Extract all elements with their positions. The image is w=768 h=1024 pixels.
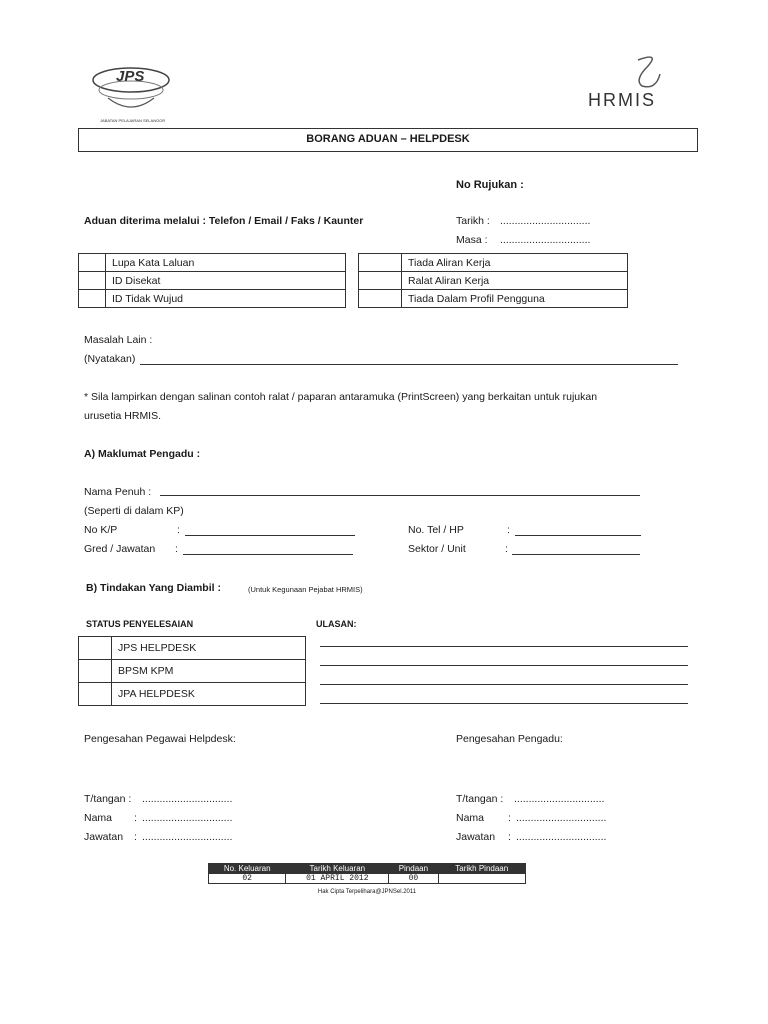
issues-left-table bbox=[78, 253, 346, 308]
issue-label: ID Tidak Wujud bbox=[106, 290, 346, 308]
remarks-header: ULASAN: bbox=[316, 619, 357, 629]
officer-name-label: Nama bbox=[84, 812, 113, 824]
status-row[interactable] bbox=[79, 637, 306, 660]
complainant-position-field[interactable]: ............................... bbox=[516, 831, 607, 843]
issue-label: Lupa Kata Laluan bbox=[106, 254, 346, 272]
complainant-signature-label: T/tangan : bbox=[456, 793, 504, 805]
form-title: BORANG ADUAN – HELPDESK bbox=[306, 133, 470, 145]
status-row[interactable] bbox=[79, 683, 306, 706]
footer-header: Pindaan bbox=[389, 864, 438, 874]
remarks-line[interactable] bbox=[320, 665, 688, 666]
footer-header: Tarikh Pindaan bbox=[438, 864, 526, 874]
jps-logo-caption: JABATAN PELAJARAN SELANGOR bbox=[100, 118, 166, 123]
phone-colon: : bbox=[507, 524, 510, 536]
footer-header: Tarikh Keluaran bbox=[286, 864, 389, 874]
officer-name-field[interactable]: ............................... bbox=[142, 812, 233, 824]
issue-label: Tiada Aliran Kerja bbox=[402, 254, 628, 272]
jps-logo-text: JPS bbox=[116, 68, 145, 85]
complainant-name-field[interactable]: ............................... bbox=[516, 812, 607, 824]
footer-value: 00 bbox=[389, 874, 438, 884]
kp-colon: : bbox=[177, 524, 180, 536]
hrmis-swirl-icon bbox=[600, 50, 690, 90]
issue-row[interactable] bbox=[79, 254, 346, 272]
footer-header: No. Keluaran bbox=[209, 864, 286, 874]
officer-verification-title: Pengesahan Pegawai Helpdesk: bbox=[84, 733, 236, 745]
status-row[interactable] bbox=[79, 660, 306, 683]
note-line-2: urusetia HRMIS. bbox=[84, 410, 162, 422]
issue-checkbox[interactable] bbox=[79, 254, 106, 272]
phone-label: No. Tel / HP bbox=[408, 524, 464, 536]
complainant-name-colon: : bbox=[508, 812, 511, 824]
sector-label: Sektor / Unit bbox=[408, 543, 466, 555]
as-in-kp-label: (Seperti di dalam KP) bbox=[84, 505, 184, 517]
other-problem-label: Masalah Lain : bbox=[84, 334, 153, 346]
section-b-title: B) Tindakan Yang Diambil : bbox=[86, 582, 221, 594]
remarks-line[interactable] bbox=[320, 703, 688, 704]
full-name-label: Nama Penuh : bbox=[84, 486, 152, 498]
status-checkbox[interactable] bbox=[79, 637, 112, 660]
hrmis-logo bbox=[588, 50, 690, 112]
issue-label: Tiada Dalam Profil Pengguna bbox=[402, 290, 628, 308]
officer-position-colon: : bbox=[134, 831, 137, 843]
hrmis-logo-text: HRMIS bbox=[588, 90, 656, 110]
status-checkbox[interactable] bbox=[79, 660, 112, 683]
issue-row[interactable] bbox=[359, 290, 628, 308]
complainant-position-colon: : bbox=[508, 831, 511, 843]
form-title-box bbox=[78, 128, 698, 152]
full-name-field[interactable] bbox=[160, 495, 640, 496]
officer-signature-field[interactable]: ............................... bbox=[142, 793, 233, 805]
sector-field[interactable] bbox=[512, 554, 640, 555]
specify-label: (Nyatakan) bbox=[84, 353, 136, 365]
issue-checkbox[interactable] bbox=[359, 254, 402, 272]
status-label: JPA HELPDESK bbox=[112, 683, 306, 706]
issue-row[interactable] bbox=[79, 272, 346, 290]
footer-value: 02 bbox=[209, 874, 286, 884]
footer-value: 01 APRIL 2012 bbox=[286, 874, 389, 884]
officer-position-field[interactable]: ............................... bbox=[142, 831, 233, 843]
status-label: BPSM KPM bbox=[112, 660, 306, 683]
issue-checkbox[interactable] bbox=[359, 290, 402, 308]
document-control-table bbox=[208, 863, 526, 884]
section-a-title: A) Maklumat Pengadu : bbox=[84, 448, 201, 460]
complainant-verification-title: Pengesahan Pengadu: bbox=[456, 733, 563, 745]
sector-colon: : bbox=[505, 543, 508, 555]
issues-right-table bbox=[358, 253, 628, 308]
issue-checkbox[interactable] bbox=[359, 272, 402, 290]
note-line-1: * Sila lampirkan dengan salinan contoh ralat / paparan antaramuka (PrintScreen) yang berkaitan untuk rujukan bbox=[84, 391, 598, 403]
reference-label: No Rujukan : bbox=[456, 179, 524, 191]
status-table bbox=[78, 636, 306, 706]
officer-signature-label: T/tangan : bbox=[84, 793, 132, 805]
grade-label: Gred / Jawatan bbox=[84, 543, 156, 555]
kp-label: No K/P bbox=[84, 524, 118, 536]
copyright-text: Hak Cipta Terpelihara@JPNSel.2011 bbox=[317, 889, 417, 895]
section-b-subtitle: (Untuk Kegunaan Pejabat HRMIS) bbox=[248, 585, 363, 594]
remarks-line[interactable] bbox=[320, 684, 688, 685]
status-checkbox[interactable] bbox=[79, 683, 112, 706]
kp-field[interactable] bbox=[185, 535, 355, 536]
status-label: JPS HELPDESK bbox=[112, 637, 306, 660]
complainant-signature-field[interactable]: ............................... bbox=[514, 793, 605, 805]
issue-checkbox[interactable] bbox=[79, 272, 106, 290]
jps-logo-icon bbox=[86, 58, 176, 116]
complainant-position-label: Jawatan bbox=[456, 831, 496, 843]
grade-colon: : bbox=[175, 543, 178, 555]
status-header: STATUS PENYELESAIAN bbox=[86, 619, 194, 629]
date-field[interactable]: ............................... bbox=[500, 215, 591, 227]
issue-row[interactable] bbox=[359, 254, 628, 272]
issue-row[interactable] bbox=[359, 272, 628, 290]
officer-name-colon: : bbox=[134, 812, 137, 824]
received-via: Aduan diterima melalui : Telefon / Email / Faks / Kaunter bbox=[84, 215, 364, 227]
complainant-name-label: Nama bbox=[456, 812, 485, 824]
remarks-line[interactable] bbox=[320, 646, 688, 647]
time-label: Masa : bbox=[456, 234, 488, 246]
footer-value bbox=[438, 874, 526, 884]
jps-logo bbox=[86, 58, 176, 123]
issue-label: Ralat Aliran Kerja bbox=[402, 272, 628, 290]
phone-field[interactable] bbox=[515, 535, 641, 536]
issue-row[interactable] bbox=[79, 290, 346, 308]
issue-checkbox[interactable] bbox=[79, 290, 106, 308]
grade-field[interactable] bbox=[183, 554, 353, 555]
officer-position-label: Jawatan bbox=[84, 831, 124, 843]
date-label: Tarikh : bbox=[456, 215, 490, 227]
time-field[interactable]: ............................... bbox=[500, 234, 591, 246]
issue-label: ID Disekat bbox=[106, 272, 346, 290]
other-problem-field[interactable] bbox=[140, 364, 678, 365]
